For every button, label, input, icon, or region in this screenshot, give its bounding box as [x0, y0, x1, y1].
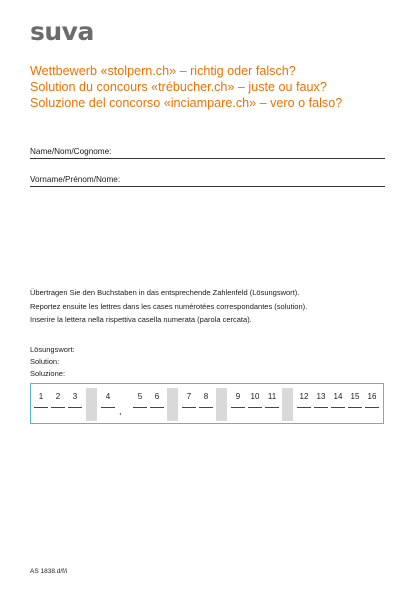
name-label: Name/Nom/Cognome:: [30, 147, 112, 156]
solution-cell-16[interactable]: 16: [365, 392, 379, 408]
solution-grid: [30, 383, 384, 424]
grid-separator: [282, 388, 293, 421]
solution-cell-2[interactable]: 2: [51, 392, 65, 408]
suva-logo: suva: [30, 17, 94, 46]
instruction-de: Übertragen Sie den Buchstaben in das entsprechende Zahlenfeld (Lösungswort).: [30, 288, 300, 297]
grid-separator: [216, 388, 227, 421]
headline-de: Wettbewerb «stolpern.ch» – richtig oder falsch?: [30, 64, 296, 78]
grid-separator: [167, 388, 178, 421]
solution-label-fr: Solution:: [30, 357, 60, 367]
solution-cell-13[interactable]: 13: [314, 392, 328, 408]
solution-label-it: Soluzione:: [30, 369, 66, 379]
solution-cell-15[interactable]: 15: [348, 392, 362, 408]
solution-cell-5[interactable]: 5: [133, 392, 147, 408]
name-field[interactable]: [30, 147, 385, 159]
solution-cell-14[interactable]: 14: [331, 392, 345, 408]
solution-cell-6[interactable]: 6: [150, 392, 164, 408]
solution-cell-7[interactable]: 7: [182, 392, 196, 408]
solution-cell-10[interactable]: 10: [248, 392, 262, 408]
headline-block: [30, 64, 400, 111]
grid-separator: [86, 388, 97, 421]
solution-cell-11[interactable]: 11: [265, 392, 279, 408]
solution-cell-8[interactable]: 8: [199, 392, 213, 408]
solution-labels: [30, 344, 75, 381]
solution-cell-1[interactable]: 1: [34, 392, 48, 408]
solution-label-de: Lösungswort:: [30, 345, 75, 354]
instructions-block: [30, 286, 400, 327]
instruction-it: Inserire la lettera nella rispettiva casella numerata (parola cercata).: [30, 315, 252, 324]
solution-cell-4[interactable]: 4: [101, 392, 115, 408]
form-code: AS 1838.d/f/i: [30, 568, 68, 575]
firstname-field[interactable]: [30, 175, 385, 187]
solution-cell-9[interactable]: 9: [231, 392, 245, 408]
headline-it: Soluzione del concorso «inciampare.ch» – vero o falso?: [30, 95, 343, 110]
headline-fr: Solution du concours «trébucher.ch» – juste ou faux?: [30, 79, 327, 94]
firstname-label: Vorname/Prénom/Nome:: [30, 175, 121, 184]
instruction-fr: Reportez ensuite les lettres dans les cases numérotées correspondantes (solution).: [30, 301, 308, 311]
solution-cell-12[interactable]: 12: [297, 392, 311, 408]
solution-cell-3[interactable]: 3: [68, 392, 82, 408]
grid-comma: ,: [119, 406, 122, 416]
